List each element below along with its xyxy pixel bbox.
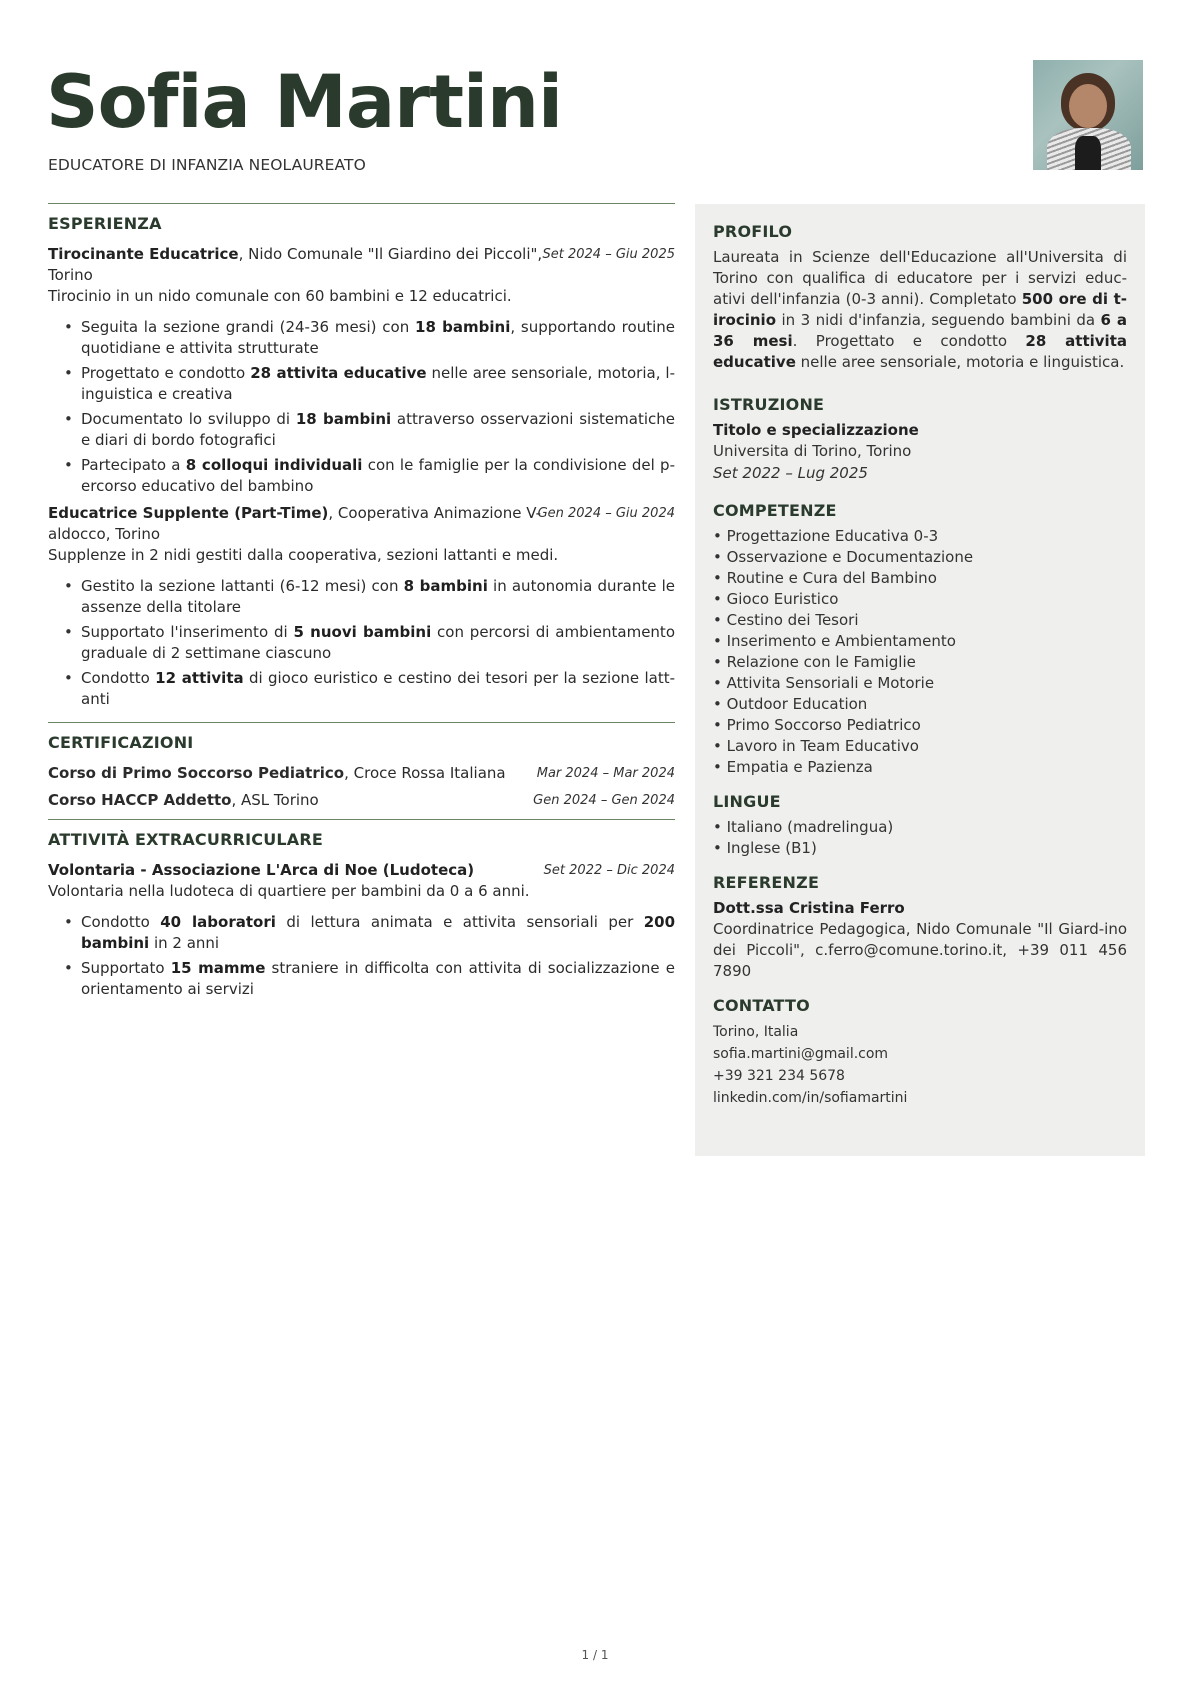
section-title-education: ISTRUZIONE — [713, 395, 825, 414]
skill-item: • Inserimento e Ambientamento — [713, 631, 1127, 652]
skill-item: • Lavoro in Team Educativo — [713, 736, 1127, 757]
cert-issuer: , Croce Rossa Italiana — [344, 764, 506, 782]
extracurricular-entry — [48, 860, 675, 1000]
references-section — [713, 873, 1127, 982]
entry-bullets — [48, 576, 675, 710]
contact-location: Torino, Italia — [713, 1024, 799, 1040]
entry-org: , Nido Comunale "Il Giardino dei Piccoli", Torino — [48, 245, 543, 284]
bullet-item: • Partecipato a 8 colloqui individuali con le famiglie per la condivisione del p-ercorso educativo del bambino — [48, 455, 675, 497]
reference-details: Coordinatrice Pedagogica, Nido Comunale "Il Giard-ino dei Piccoli", c.ferro@comune.torino.it, +39 011 456 7890 — [713, 920, 1127, 980]
profile-photo — [1033, 60, 1143, 170]
skill-item: • Progettazione Educativa 0-3 — [713, 526, 1127, 547]
section-title-languages: LINGUE — [713, 792, 781, 811]
section-title-references: REFERENZE — [713, 873, 820, 892]
bullet-item: • Condotto 40 laboratori di lettura animata e attivita sensoriali per 200 bambini in 2 anni — [48, 912, 675, 954]
language-item: • Italiano (madrelingua) — [713, 817, 1127, 838]
cert-dates: Gen 2024 – Gen 2024 — [533, 793, 675, 808]
skill-item: • Outdoor Education — [713, 694, 1127, 715]
bullet-item: • Gestito la sezione lattanti (6-12 mesi) con 8 bambini in autonomia durante le assenze della titolare — [48, 576, 675, 618]
skills-list — [713, 526, 1127, 778]
languages-section — [713, 792, 1127, 859]
skill-item: • Cestino dei Tesori — [713, 610, 1127, 631]
contact-linkedin[interactable]: linkedin.com/in/sofiamartini — [713, 1090, 908, 1106]
skill-item: • Relazione con le Famiglie — [713, 652, 1127, 673]
bullet-item: • Supportato 15 mamme straniere in difficolta con attivita di socializzazione e orientamento ai servizi — [48, 958, 675, 1000]
entry-heading — [48, 503, 675, 545]
entry-dates: Gen 2024 – Giu 2024 — [537, 506, 675, 521]
entry-bullets — [48, 317, 675, 497]
skill-item: • Primo Soccorso Pediatrico — [713, 715, 1127, 736]
section-title-skills: COMPETENZE — [713, 501, 837, 520]
experience-entry — [48, 244, 675, 497]
entry-role: Tirocinante Educatrice — [48, 245, 239, 263]
bullet-item: • Condotto 12 attivita di gioco euristico e cestino dei tesori per la sezione latt-anti — [48, 668, 675, 710]
section-title-experience: ESPERIENZA — [48, 214, 162, 233]
entry-role: Volontaria - Associazione L'Arca di Noe (Ludoteca) — [48, 861, 475, 879]
section-divider — [48, 722, 675, 723]
section-title-contact: CONTATTO — [713, 996, 810, 1015]
photo-face — [1069, 84, 1107, 128]
skill-item: • Osservazione e Documentazione — [713, 547, 1127, 568]
education-section — [713, 395, 1127, 485]
entry-dates: Set 2024 – Giu 2025 — [542, 247, 675, 262]
certification-item — [48, 763, 675, 784]
job-title: EDUCATORE DI INFANZIA NEOLAUREATO — [48, 156, 366, 174]
contact-section — [713, 996, 1127, 1109]
entry-heading — [48, 860, 675, 881]
entry-description: Supplenze in 2 nidi gestiti dalla cooperativa, sezioni lattanti e medi. — [48, 546, 559, 564]
cert-issuer: , ASL Torino — [231, 791, 319, 809]
contact-phone[interactable]: +39 321 234 5678 — [713, 1068, 845, 1084]
section-title-certifications: CERTIFICAZIONI — [48, 733, 194, 752]
section-divider — [48, 203, 675, 204]
skill-item: • Gioco Euristico — [713, 589, 1127, 610]
skill-item: • Empatia e Pazienza — [713, 757, 1127, 778]
page-number: 1 / 1 — [581, 1648, 609, 1662]
photo-shirt — [1075, 136, 1101, 170]
entry-bullets — [48, 912, 675, 1000]
cert-name: Corso di Primo Soccorso Pediatrico — [48, 764, 345, 782]
skill-item: • Routine e Cura del Bambino — [713, 568, 1127, 589]
education-degree: Titolo e specializzazione — [713, 421, 919, 439]
bullet-item: • Supportato l'inserimento di 5 nuovi bambini con percorsi di ambientamento graduale di 2 settimane ciascuno — [48, 622, 675, 664]
language-item: • Inglese (B1) — [713, 838, 1127, 859]
education-dates: Set 2022 – Lug 2025 — [713, 464, 868, 482]
entry-heading — [48, 244, 675, 286]
skills-section — [713, 501, 1127, 778]
languages-list — [713, 817, 1127, 859]
profile-section — [713, 222, 1127, 373]
entry-org: , Cooperativa Animazione V-aldocco, Torino — [48, 504, 542, 543]
candidate-name: Sofia Martini — [46, 60, 563, 145]
skill-item: • Attivita Sensoriali e Motorie — [713, 673, 1127, 694]
cert-dates: Mar 2024 – Mar 2024 — [536, 766, 675, 781]
section-title-profile: PROFILO — [713, 222, 793, 241]
entry-role: Educatrice Supplente (Part-Time) — [48, 504, 329, 522]
main-column — [48, 203, 675, 1004]
section-divider — [48, 819, 675, 820]
education-school: Universita di Torino, Torino — [713, 442, 912, 460]
cert-name: Corso HACCP Addetto — [48, 791, 232, 809]
certification-item — [48, 790, 675, 811]
entry-description: Volontaria nella ludoteca di quartiere per bambini da 0 a 6 anni. — [48, 882, 530, 900]
bullet-item: • Progettato e condotto 28 attivita educative nelle aree sensoriale, motoria, l-inguistica e creativa — [48, 363, 675, 405]
entry-description: Tirocinio in un nido comunale con 60 bambini e 12 educatrici. — [48, 287, 512, 305]
reference-name: Dott.ssa Cristina Ferro — [713, 899, 905, 917]
experience-entry — [48, 503, 675, 710]
entry-dates: Set 2022 – Dic 2024 — [543, 863, 675, 878]
sidebar — [695, 204, 1145, 1156]
section-title-extracurricular: ATTIVITÀ EXTRACURRICULARE — [48, 830, 324, 849]
bullet-item: • Documentato lo sviluppo di 18 bambini attraverso osservazioni sistematiche e diari di bordo fotografici — [48, 409, 675, 451]
bullet-item: • Seguita la sezione grandi (24-36 mesi) con 18 bambini, supportando routine quotidiane e attivita strutturate — [48, 317, 675, 359]
profile-summary: Laureata in Scienze dell'Educazione all'Universita di Torino con qualifica di educatore per i servizi educ-ativi dell'infanzia (0-3 anni). Completato 500 ore di t-irocinio in 3 nidi d'infanzia, seguendo bambini da 6 a 36 mesi. Progettato e condotto 28 attivita educative nelle aree sensoriale, motoria e linguistica. — [713, 248, 1128, 371]
contact-email[interactable]: sofia.martini@gmail.com — [713, 1046, 889, 1062]
